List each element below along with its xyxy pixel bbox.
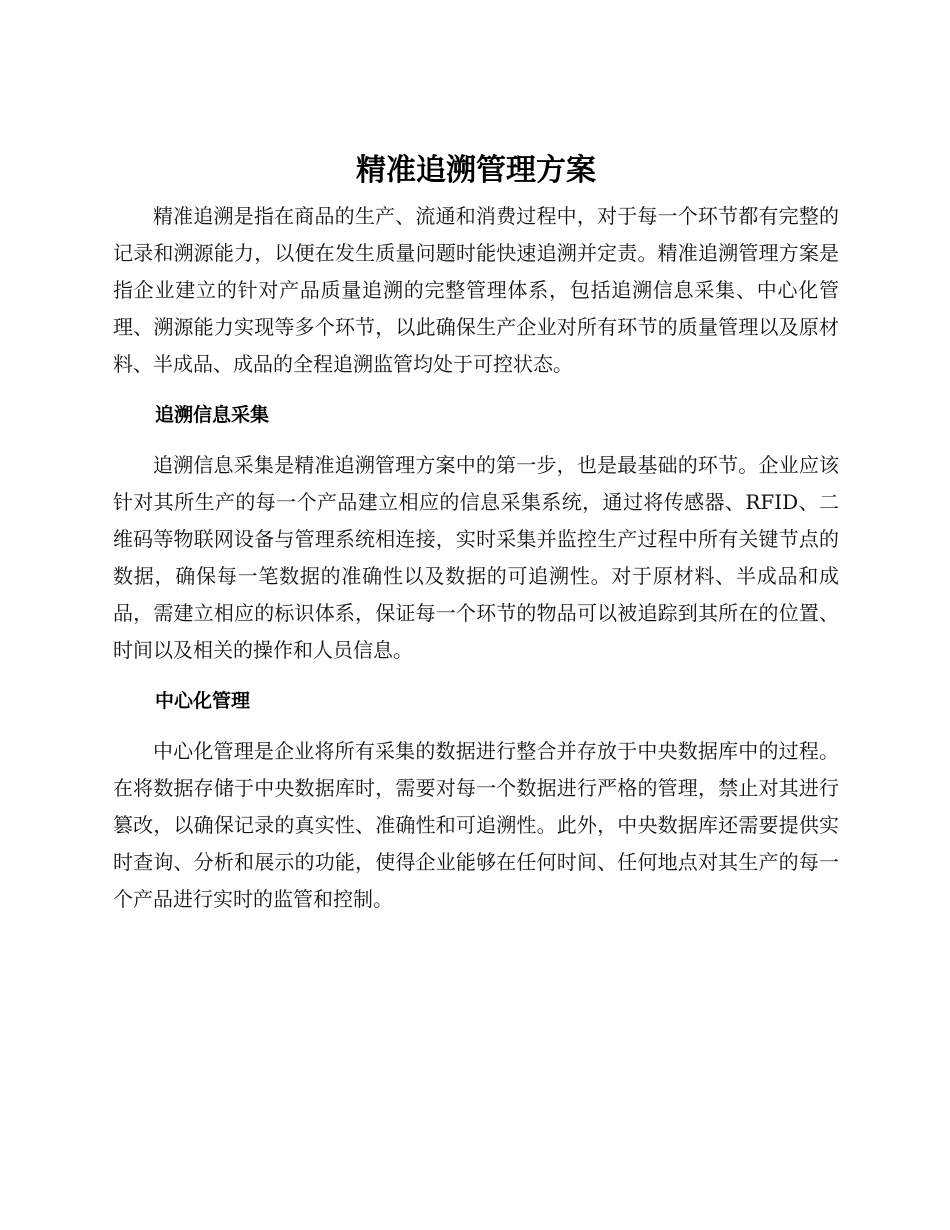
document-body bbox=[113, 150, 839, 918]
intro-paragraph: 精准追溯是指在商品的生产、流通和消费过程中，对于每一个环节都有完整的记录和溯源能力，以便在发生质量问题时能快速追溯并定责。精准追溯管理方案是指企业建立的针对产品质量追溯的完整管理体系，包括追溯信息采集、中心化管理、溯源能力实现等多个环节，以此确保生产企业对所有环节的质量管理以及原材料、半成品、成品的全程追溯监管均处于可控状态。 bbox=[113, 204, 839, 376]
section-body-centralized-management: 中心化管理是企业将所有采集的数据进行整合并存放于中央数据库中的过程。在将数据存储于中央数据库时，需要对每一个数据进行严格的管理，禁止对其进行篡改，以确保记录的真实性、准确性和可追溯性。此外，中央数据库还需要提供实时查询、分析和展示的功能，使得企业能够在任何时间、任何地点对其生产的每一个产品进行实时的监管和控制。 bbox=[113, 739, 839, 911]
document-title: 精准追溯管理方案 bbox=[356, 153, 596, 188]
section-heading-centralized-management: 中心化管理 bbox=[155, 690, 251, 712]
section-body-info-collection: 追溯信息采集是精准追溯管理方案中的第一步，也是最基础的环节。企业应该针对其所生产的每一个产品建立相应的信息采集系统，通过将传感器、RFID、二维码等物联网设备与管理系统相连接，实时采集并监控生产过程中所有关键节点的数据，确保每一笔数据的准确性以及数据的可追溯性。对于原材料、半成品和成品，需建立相应的标识体系，保证每一个环节的物品可以被追踪到其所在的位置、时间以及相关的操作和人员信息。 bbox=[113, 453, 839, 662]
section-heading-info-collection: 追溯信息采集 bbox=[155, 404, 270, 426]
